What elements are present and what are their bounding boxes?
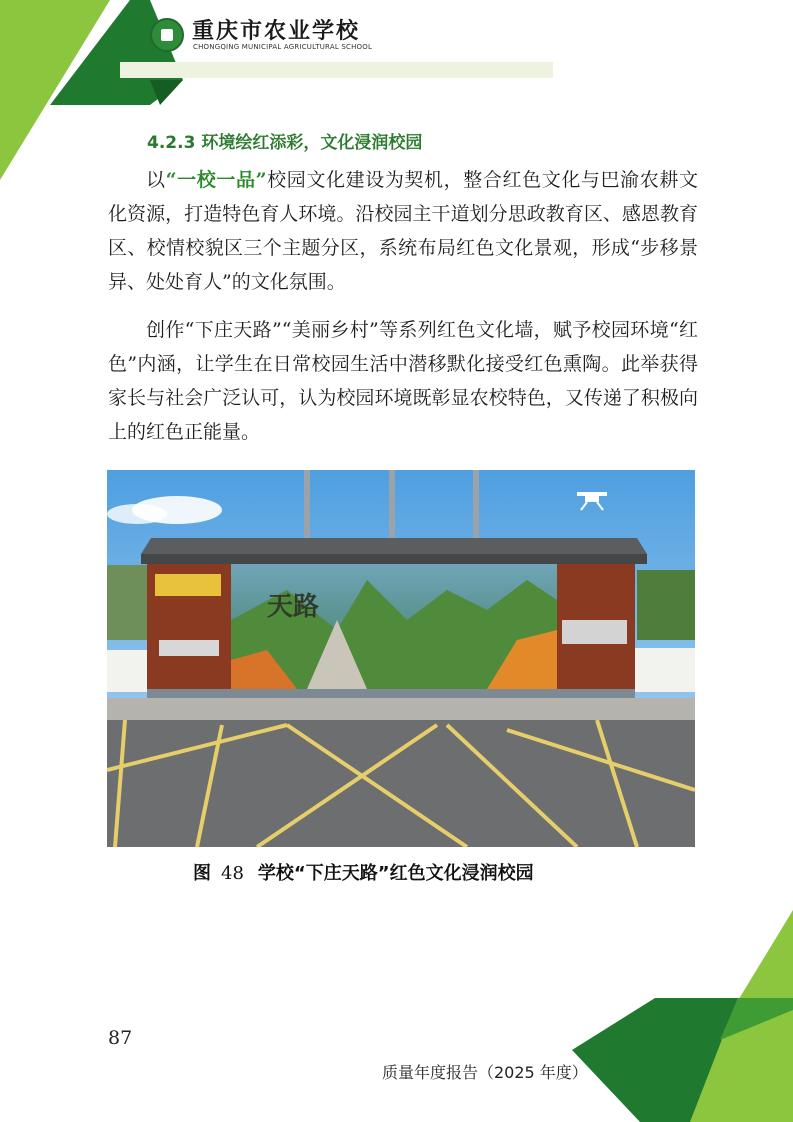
- paragraph-2: 创作“下庄天路”“美丽乡村”等系列红色文化墙，赋予校园环境“红色”内涵，让学生在日常校园生活中潜移默化接受红色熏陶。此举获得家长与社会广泛认可，认为校园环境既彰显农校特色，又传递了积极向上的红色正能量。: [108, 319, 698, 443]
- footer-report-title: 质量年度报告（2025 年度）: [382, 1063, 588, 1082]
- footer-decoration: [570, 900, 793, 1122]
- school-name-en: CHONGQING MUNICIPAL AGRICULTURAL SCHOOL: [193, 43, 373, 51]
- school-emblem-icon: [150, 18, 184, 52]
- header-bar: [120, 62, 553, 78]
- figure-caption: [193, 859, 534, 885]
- paragraph-1-rest: 校园文化建设为契机，整合红色文化与巴渝农耕文化资源，打造特色育人环境。沿校园主干道划分思政教育区、感恩教育区、校情校貌区三个主题分区，系统布局红色文化景观，形成“步移景异、处处育人”的文化氛围。: [108, 169, 698, 293]
- mural-text: 天路: [267, 592, 320, 622]
- page-number: 87: [108, 1027, 133, 1049]
- figure-caption-text: 学校“下庄天路”红色文化浸润校园: [257, 863, 534, 884]
- section-heading: 4.2.3 环境绘红添彩，文化浸润校园: [147, 133, 423, 153]
- paragraph-1-lead: 以: [146, 169, 166, 191]
- figure-number: 48: [221, 863, 244, 884]
- figure-label: 图: [193, 863, 211, 884]
- school-name-cn: 重庆市农业学校: [192, 18, 361, 44]
- mural-photo: [107, 470, 695, 847]
- paragraph-1-highlight: “一校一品”: [165, 169, 267, 191]
- paragraph-1: [108, 163, 698, 299]
